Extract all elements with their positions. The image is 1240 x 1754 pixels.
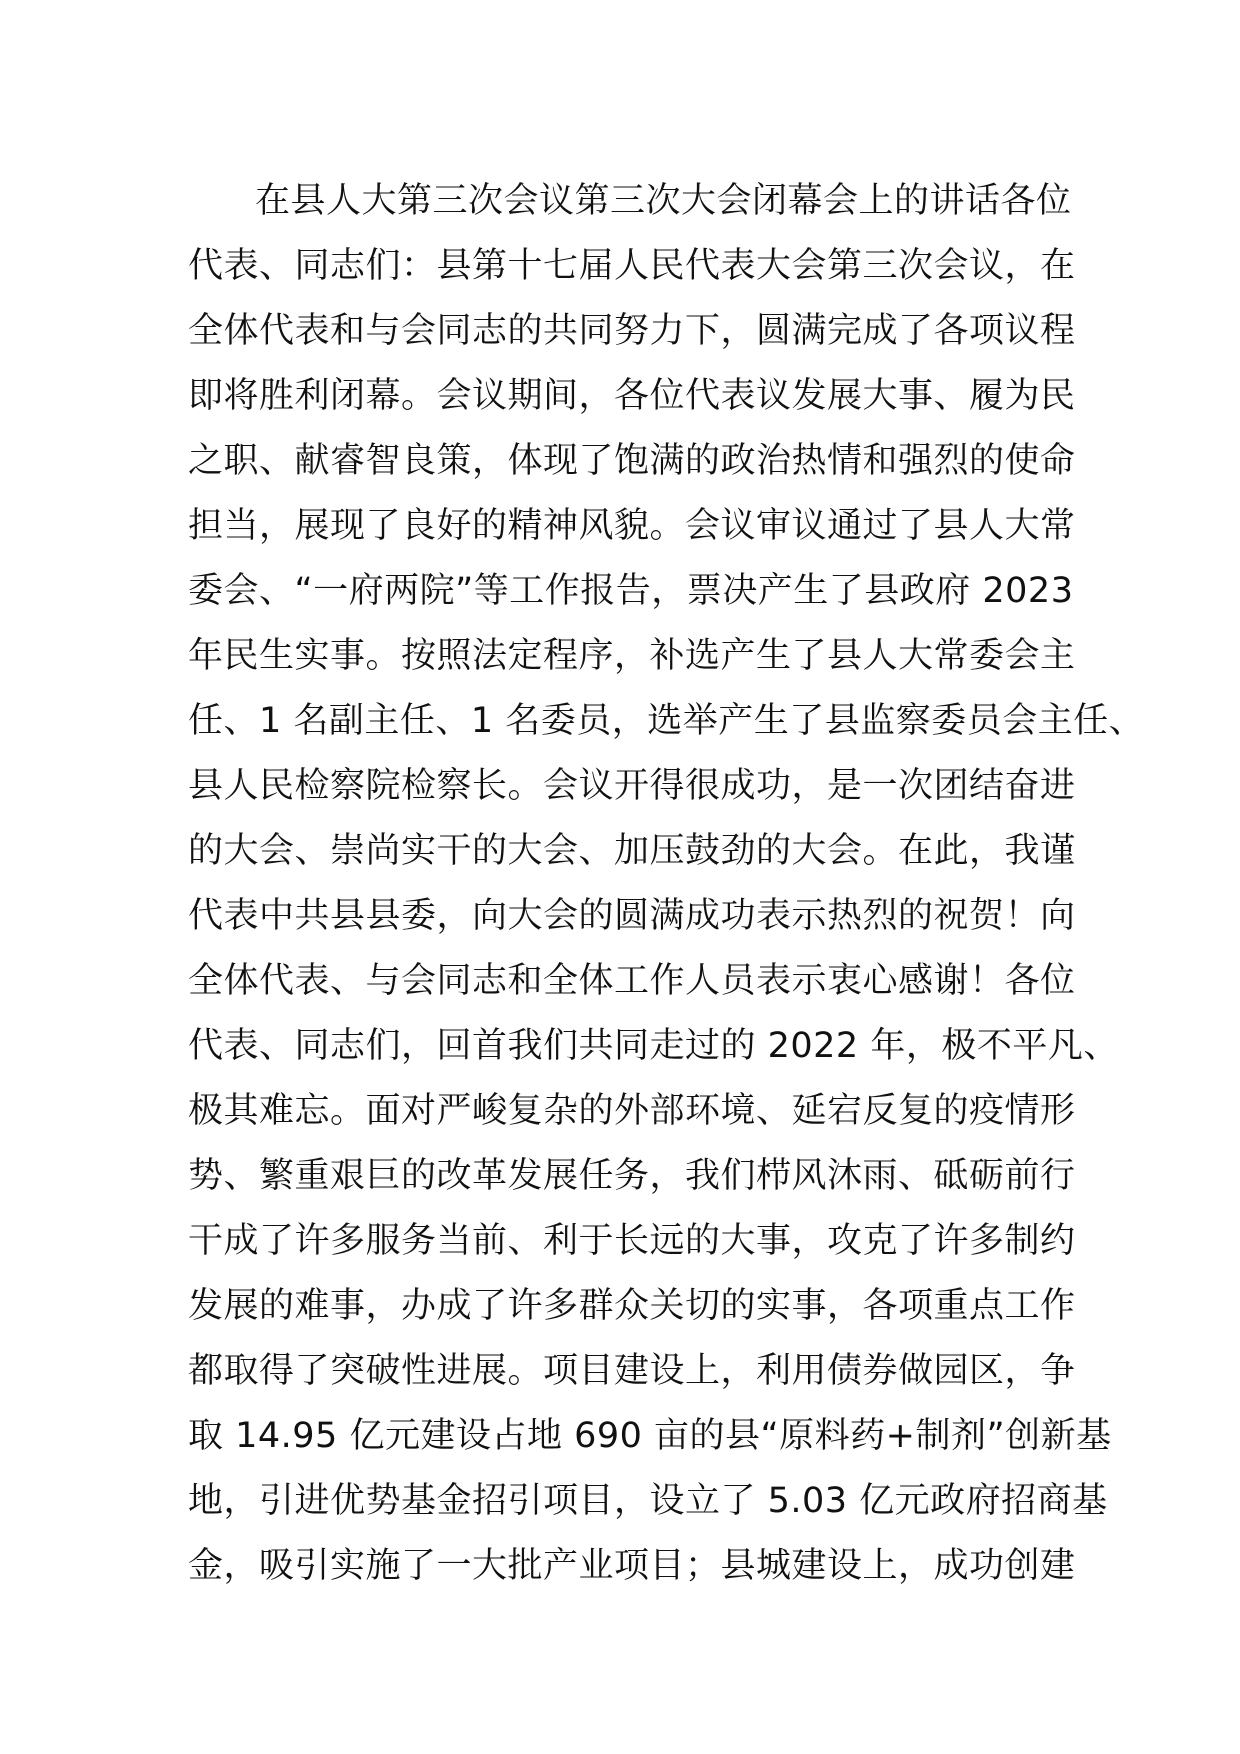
text-line: 委会、“一府两院”等工作报告，票决产生了县政府 2023: [188, 571, 1074, 611]
text-line: 都取得了突破性进展。项目建设上，利用债券做园区，争: [188, 1351, 1076, 1391]
text-line: 极其难忘。面对严峻复杂的外部环境、延宕反复的疫情形: [188, 1091, 1076, 1131]
text-line: 任、1 名副主任、1 名委员，选举产生了县监察委员会主任、: [188, 701, 1145, 741]
text-line: 代表、同志们，回首我们共同走过的 2022 年，极不平凡、: [188, 1026, 1119, 1066]
text-line: 金，吸引实施了一大批产业项目；县城建设上，成功创建: [188, 1546, 1076, 1586]
text-line: 取 14.95 亿元建设占地 690 亩的县“原料药+制剂”创新基: [188, 1416, 1112, 1456]
text-line: 之职、献睿智良策，体现了饱满的政治热情和强烈的使命: [188, 441, 1076, 481]
text-line: 发展的难事，办成了许多群众关切的实事，各项重点工作: [188, 1286, 1076, 1326]
text-line: 全体代表和与会同志的共同努力下，圆满完成了各项议程: [188, 311, 1076, 351]
text-line: 县人民检察院检察长。会议开得很成功，是一次团结奋进: [188, 766, 1076, 806]
text-line: 的大会、崇尚实干的大会、加压鼓劲的大会。在此，我谨: [188, 831, 1076, 871]
text-line: 全体代表、与会同志和全体工作人员表示衷心感谢！各位: [188, 961, 1076, 1001]
text-line: 担当，展现了良好的精神风貌。会议审议通过了县人大常: [188, 506, 1076, 546]
text-line: 代表、同志们：县第十七届人民代表大会第三次会议，在: [188, 246, 1076, 286]
text-line: 代表中共县县委，向大会的圆满成功表示热烈的祝贺！向: [188, 896, 1076, 936]
speech-body: [188, 169, 1145, 1599]
text-line: 势、繁重艰巨的改革发展任务，我们栉风沐雨、砥砺前行: [188, 1156, 1076, 1196]
text-line: 年民生实事。按照法定程序，补选产生了县人大常委会主: [188, 636, 1076, 676]
text-line: 干成了许多服务当前、利于长远的大事，攻克了许多制约: [188, 1221, 1076, 1261]
text-line: 地，引进优势基金招引项目，设立了 5.03 亿元政府招商基: [188, 1481, 1108, 1521]
text-line: 即将胜利闭幕。会议期间，各位代表议发展大事、履为民: [188, 376, 1076, 416]
text-line: 在县人大第三次会议第三次大会闭幕会上的讲话各位: [255, 181, 1072, 221]
